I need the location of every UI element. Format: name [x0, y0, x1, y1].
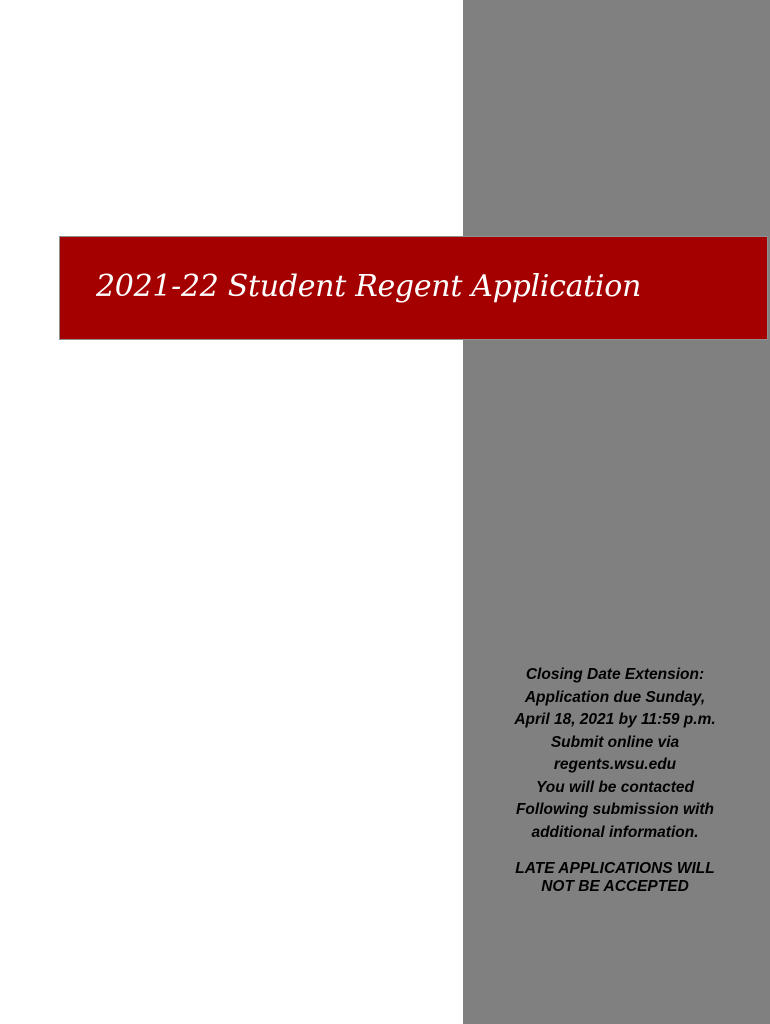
notice-line: Application due Sunday,: [524, 688, 706, 706]
late-warning-line: NOT BE ACCEPTED: [541, 878, 689, 895]
notice-line-url: regents.wsu.edu: [553, 756, 677, 773]
notice-line: additional information.: [531, 823, 699, 841]
notice-line: Following submission with: [515, 801, 715, 818]
late-applications-warning: [480, 860, 750, 896]
late-warning-line: LATE APPLICATIONS WILL: [515, 860, 715, 877]
notice-line: Closing Date Extension:: [525, 666, 705, 683]
title-banner: [59, 236, 768, 340]
notice-line: You will be contacted: [536, 778, 694, 796]
document-title: 2021-22 Student Regent Application: [96, 269, 641, 304]
notice-line: April 18, 2021 by 11:59 p.m.: [514, 711, 716, 728]
notice-line: Submit online via: [550, 733, 680, 751]
deadline-notice: [480, 664, 750, 896]
